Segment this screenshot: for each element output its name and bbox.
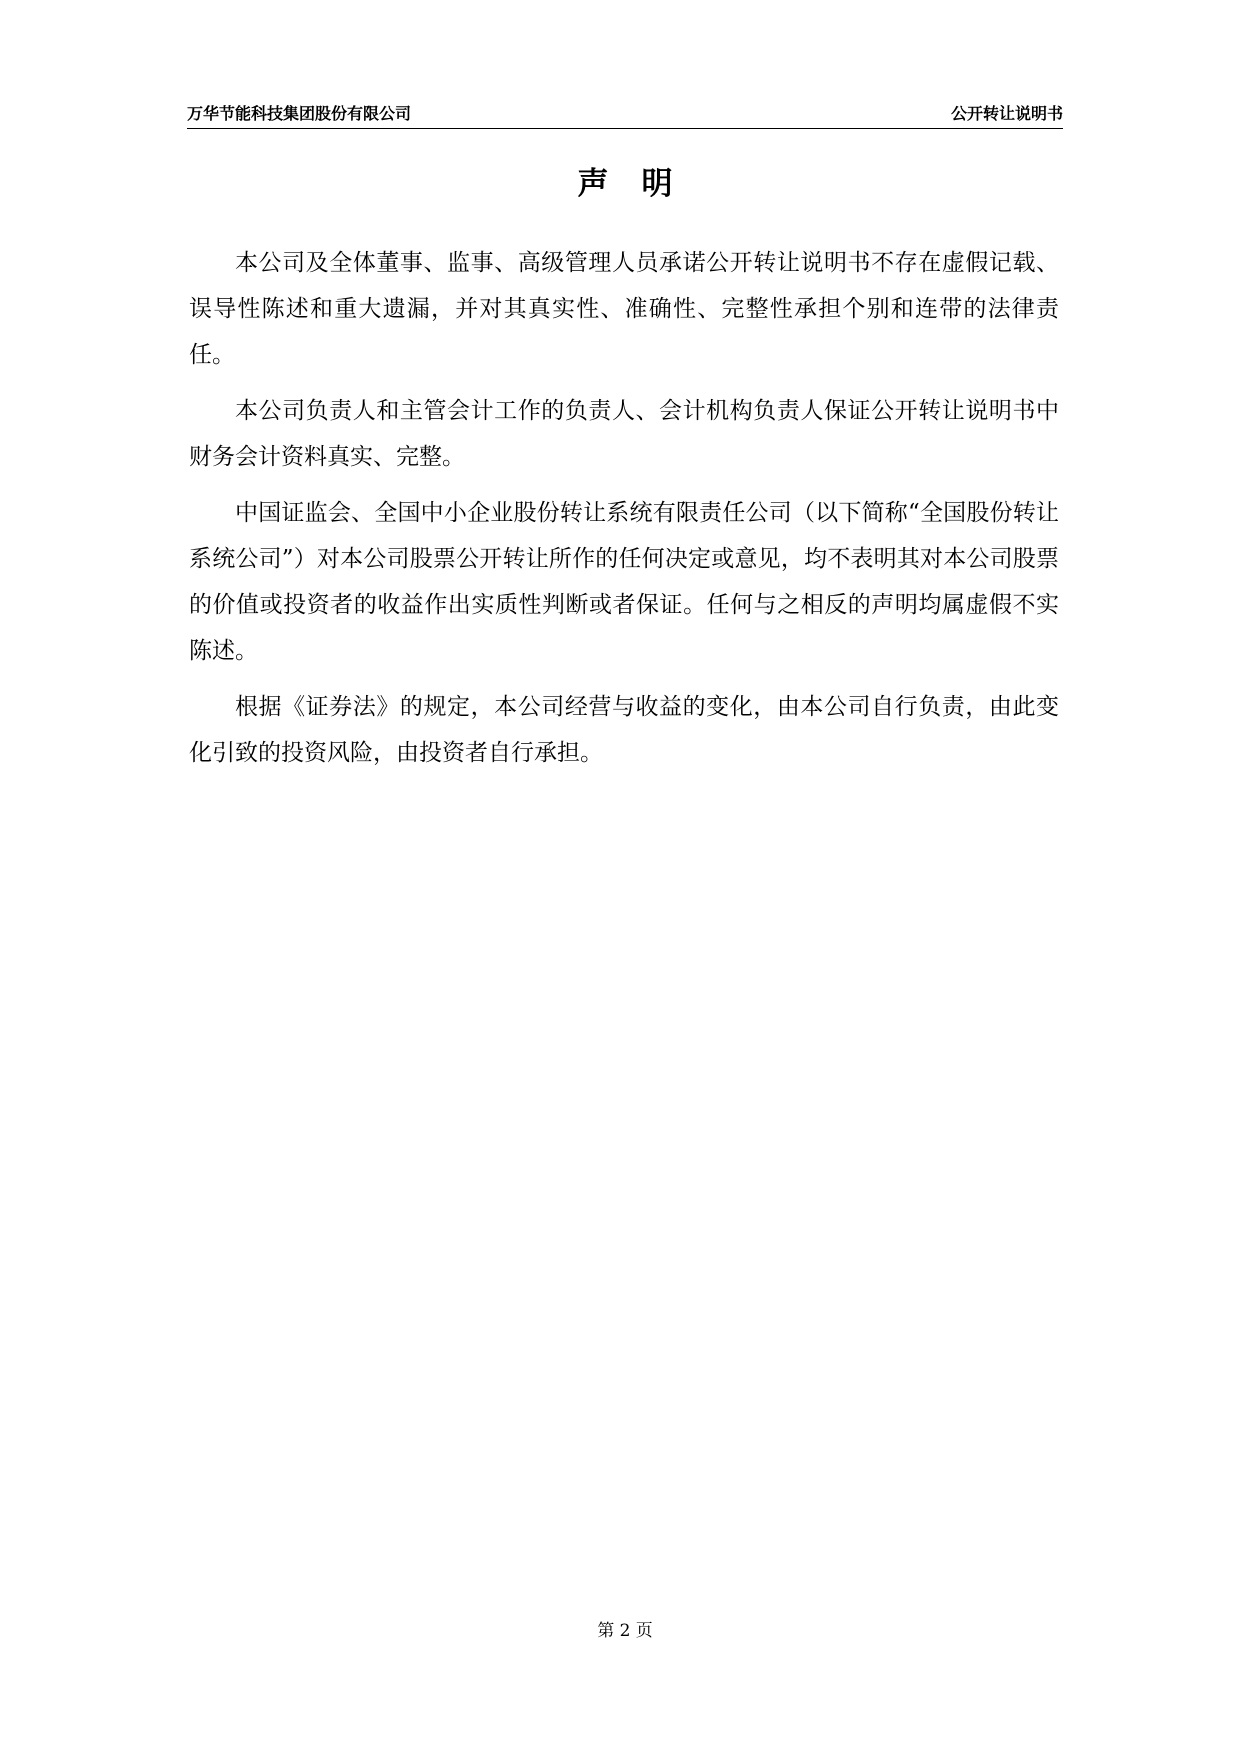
declaration-body (189, 240, 1059, 786)
page-title: 声明 (577, 166, 706, 202)
header-document-type: 公开转让说明书 (950, 104, 1063, 123)
paragraph-2: 本公司负责人和主管会计工作的负责人、会计机构负责人保证公开转让说明书中财务会计资料真实、完整。 (189, 398, 1059, 470)
page-header (187, 104, 1063, 129)
page-number: 第 2 页 (597, 1621, 653, 1641)
paragraph-3: 中国证监会、全国中小企业股份转让系统有限责任公司（以下简称“全国股份转让系统公司”）对本公司股票公开转让所作的任何决定或意见，均不表明其对本公司股票的价值或投资者的收益作出实质性判断或者保证。任何与之相反的声明均属虚假不实陈述。 (189, 500, 1059, 664)
header-company-name: 万华节能科技集团股份有限公司 (187, 104, 412, 123)
paragraph-4: 根据《证券法》的规定，本公司经营与收益的变化，由本公司自行负责，由此变化引致的投资风险，由投资者自行承担。 (189, 694, 1059, 766)
paragraph-1: 本公司及全体董事、监事、高级管理人员承诺公开转让说明书不存在虚假记载、误导性陈述和重大遗漏，并对其真实性、准确性、完整性承担个别和连带的法律责任。 (189, 250, 1059, 368)
